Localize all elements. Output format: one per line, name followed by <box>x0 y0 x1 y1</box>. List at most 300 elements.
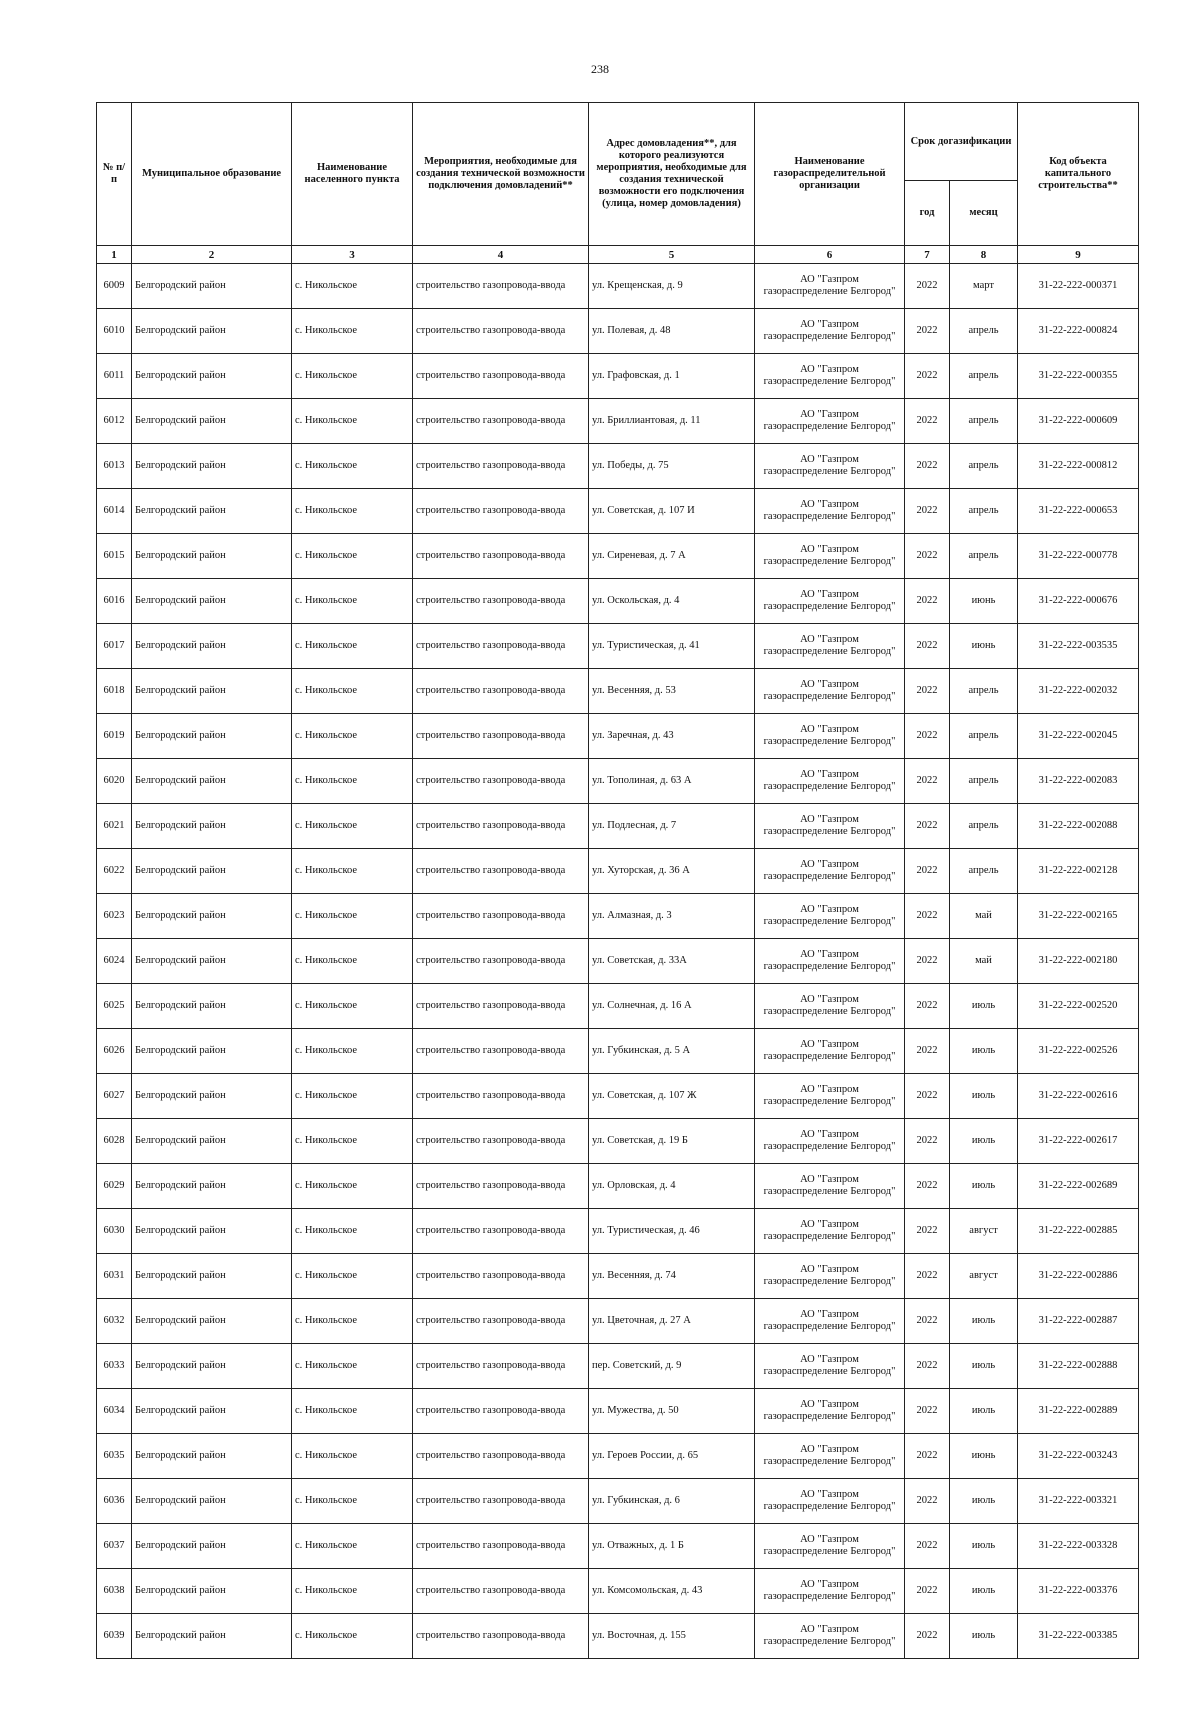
organization-cell <box>755 1209 905 1254</box>
organization-line-1: АО "Газпром <box>800 589 859 600</box>
month-cell: май <box>950 894 1018 939</box>
organization-line-2: газораспределение Белгород" <box>763 826 896 837</box>
month-cell: июнь <box>950 579 1018 624</box>
month-cell: апрель <box>950 669 1018 714</box>
organization-line-1: АО "Газпром <box>800 409 859 420</box>
municipality-cell: Белгородский район <box>132 579 292 624</box>
object-code-cell: 31-22-222-002088 <box>1018 804 1139 849</box>
settlement-cell: с. Никольское <box>292 1614 413 1659</box>
table-row <box>97 534 1139 579</box>
settlement-cell: с. Никольское <box>292 804 413 849</box>
year-cell: 2022 <box>905 489 950 534</box>
column-number: 8 <box>950 246 1018 264</box>
municipality-cell: Белгородский район <box>132 1209 292 1254</box>
measure-cell: строительство газопровода-ввода <box>413 894 589 939</box>
year-cell: 2022 <box>905 894 950 939</box>
column-number: 7 <box>905 246 950 264</box>
header-organization: Наименование газораспределительной организации <box>755 103 905 246</box>
measure-cell: строительство газопровода-ввода <box>413 399 589 444</box>
year-cell: 2022 <box>905 1389 950 1434</box>
organization-cell <box>755 1389 905 1434</box>
settlement-cell: с. Никольское <box>292 1344 413 1389</box>
table-row <box>97 1479 1139 1524</box>
organization-cell <box>755 1074 905 1119</box>
header-address: Адрес домовладения**, для которого реализуются мероприятия, необходимые для создания технической возможности его подключения (улица, номер домовладения) <box>589 103 755 246</box>
year-cell: 2022 <box>905 309 950 354</box>
address-cell: ул. Советская, д. 33А <box>589 939 755 984</box>
table-row <box>97 894 1139 939</box>
organization-cell <box>755 444 905 489</box>
row-number: 6018 <box>97 669 132 714</box>
address-cell: ул. Туристическая, д. 41 <box>589 624 755 669</box>
settlement-cell: с. Никольское <box>292 984 413 1029</box>
address-cell: ул. Советская, д. 107 И <box>589 489 755 534</box>
month-cell: июль <box>950 1344 1018 1389</box>
organization-line-1: АО "Газпром <box>800 904 859 915</box>
settlement-cell: с. Никольское <box>292 1389 413 1434</box>
organization-cell <box>755 1434 905 1479</box>
object-code-cell: 31-22-222-002526 <box>1018 1029 1139 1074</box>
address-cell: ул. Туристическая, д. 46 <box>589 1209 755 1254</box>
measure-cell: строительство газопровода-ввода <box>413 1029 589 1074</box>
year-cell: 2022 <box>905 1614 950 1659</box>
organization-cell <box>755 669 905 714</box>
month-cell: июль <box>950 1614 1018 1659</box>
organization-line-2: газораспределение Белгород" <box>763 556 896 567</box>
month-cell: август <box>950 1254 1018 1299</box>
address-cell: ул. Крещенская, д. 9 <box>589 264 755 309</box>
address-cell: ул. Губкинская, д. 6 <box>589 1479 755 1524</box>
municipality-cell: Белгородский район <box>132 489 292 534</box>
settlement-cell: с. Никольское <box>292 1254 413 1299</box>
settlement-cell: с. Никольское <box>292 309 413 354</box>
table-body <box>97 246 1139 1659</box>
header-num: № п/п <box>97 103 132 246</box>
object-code-cell: 31-22-222-002888 <box>1018 1344 1139 1389</box>
address-cell: ул. Оскольская, д. 4 <box>589 579 755 624</box>
object-code-cell: 31-22-222-002165 <box>1018 894 1139 939</box>
object-code-cell: 31-22-222-003243 <box>1018 1434 1139 1479</box>
settlement-cell: с. Никольское <box>292 939 413 984</box>
address-cell: ул. Алмазная, д. 3 <box>589 894 755 939</box>
row-number: 6017 <box>97 624 132 669</box>
address-cell: ул. Графовская, д. 1 <box>589 354 755 399</box>
measure-cell: строительство газопровода-ввода <box>413 1479 589 1524</box>
organization-line-1: АО "Газпром <box>800 1084 859 1095</box>
municipality-cell: Белгородский район <box>132 354 292 399</box>
settlement-cell: с. Никольское <box>292 849 413 894</box>
table-row <box>97 714 1139 759</box>
organization-cell <box>755 354 905 399</box>
measure-cell: строительство газопровода-ввода <box>413 984 589 1029</box>
object-code-cell: 31-22-222-002128 <box>1018 849 1139 894</box>
month-cell: июль <box>950 1119 1018 1164</box>
column-number: 4 <box>413 246 589 264</box>
organization-line-2: газораспределение Белгород" <box>763 1456 896 1467</box>
table-row <box>97 1029 1139 1074</box>
organization-line-2: газораспределение Белгород" <box>763 1051 896 1062</box>
row-number: 6021 <box>97 804 132 849</box>
measure-cell: строительство газопровода-ввода <box>413 1074 589 1119</box>
municipality-cell: Белгородский район <box>132 804 292 849</box>
organization-line-2: газораспределение Белгород" <box>763 421 896 432</box>
organization-cell <box>755 1569 905 1614</box>
year-cell: 2022 <box>905 1029 950 1074</box>
municipality-cell: Белгородский район <box>132 1434 292 1479</box>
settlement-cell: с. Никольское <box>292 579 413 624</box>
address-cell: ул. Весенняя, д. 53 <box>589 669 755 714</box>
organization-cell <box>755 1029 905 1074</box>
measure-cell: строительство газопровода-ввода <box>413 309 589 354</box>
measure-cell: строительство газопровода-ввода <box>413 804 589 849</box>
year-cell: 2022 <box>905 1119 950 1164</box>
organization-cell <box>755 579 905 624</box>
organization-line-2: газораспределение Белгород" <box>763 1591 896 1602</box>
municipality-cell: Белгородский район <box>132 1389 292 1434</box>
table-row <box>97 1389 1139 1434</box>
measure-cell: строительство газопровода-ввода <box>413 489 589 534</box>
organization-cell <box>755 1164 905 1209</box>
municipality-cell: Белгородский район <box>132 1074 292 1119</box>
header-settlement: Наименование населенного пункта <box>292 103 413 246</box>
organization-line-1: АО "Газпром <box>800 1309 859 1320</box>
municipality-cell: Белгородский район <box>132 399 292 444</box>
organization-line-1: АО "Газпром <box>800 634 859 645</box>
year-cell: 2022 <box>905 399 950 444</box>
month-cell: апрель <box>950 399 1018 444</box>
year-cell: 2022 <box>905 444 950 489</box>
month-cell: июль <box>950 1569 1018 1614</box>
year-cell: 2022 <box>905 1254 950 1299</box>
column-number: 6 <box>755 246 905 264</box>
organization-cell <box>755 1614 905 1659</box>
table-row <box>97 1209 1139 1254</box>
row-number: 6024 <box>97 939 132 984</box>
organization-line-1: АО "Газпром <box>800 1579 859 1590</box>
address-cell: ул. Мужества, д. 50 <box>589 1389 755 1434</box>
municipality-cell: Белгородский район <box>132 894 292 939</box>
organization-line-1: АО "Газпром <box>800 1039 859 1050</box>
organization-line-2: газораспределение Белгород" <box>763 1636 896 1647</box>
table-row <box>97 264 1139 309</box>
measure-cell: строительство газопровода-ввода <box>413 444 589 489</box>
organization-line-1: АО "Газпром <box>800 814 859 825</box>
header-year: год <box>905 181 950 246</box>
settlement-cell: с. Никольское <box>292 1074 413 1119</box>
organization-line-2: газораспределение Белгород" <box>763 1231 896 1242</box>
table-row <box>97 1164 1139 1209</box>
row-number: 6029 <box>97 1164 132 1209</box>
month-cell: июль <box>950 1299 1018 1344</box>
address-cell: ул. Победы, д. 75 <box>589 444 755 489</box>
object-code-cell: 31-22-222-002032 <box>1018 669 1139 714</box>
address-cell: пер. Советский, д. 9 <box>589 1344 755 1389</box>
row-number: 6023 <box>97 894 132 939</box>
settlement-cell: с. Никольское <box>292 1164 413 1209</box>
month-cell: июль <box>950 984 1018 1029</box>
table-row <box>97 444 1139 489</box>
year-cell: 2022 <box>905 579 950 624</box>
month-cell: апрель <box>950 309 1018 354</box>
organization-line-1: АО "Газпром <box>800 1354 859 1365</box>
page-number: 238 <box>591 62 609 76</box>
settlement-cell: с. Никольское <box>292 489 413 534</box>
header-municipality: Муниципальное образование <box>132 103 292 246</box>
table-row <box>97 1569 1139 1614</box>
column-number: 2 <box>132 246 292 264</box>
year-cell: 2022 <box>905 759 950 804</box>
organization-line-1: АО "Газпром <box>800 319 859 330</box>
organization-line-2: газораспределение Белгород" <box>763 286 896 297</box>
settlement-cell: с. Никольское <box>292 1434 413 1479</box>
municipality-cell: Белгородский район <box>132 1029 292 1074</box>
municipality-cell: Белгородский район <box>132 1569 292 1614</box>
measure-cell: строительство газопровода-ввода <box>413 1524 589 1569</box>
organization-line-1: АО "Газпром <box>800 994 859 1005</box>
organization-cell <box>755 1479 905 1524</box>
year-cell: 2022 <box>905 1164 950 1209</box>
organization-cell <box>755 264 905 309</box>
month-cell: август <box>950 1209 1018 1254</box>
table-row <box>97 669 1139 714</box>
settlement-cell: с. Никольское <box>292 399 413 444</box>
organization-cell <box>755 714 905 759</box>
organization-line-1: АО "Газпром <box>800 1444 859 1455</box>
organization-line-2: газораспределение Белгород" <box>763 691 896 702</box>
year-cell: 2022 <box>905 624 950 669</box>
month-cell: июнь <box>950 624 1018 669</box>
measure-cell: строительство газопровода-ввода <box>413 264 589 309</box>
address-cell: ул. Советская, д. 107 Ж <box>589 1074 755 1119</box>
organization-line-1: АО "Газпром <box>800 1624 859 1635</box>
table-row <box>97 1434 1139 1479</box>
month-cell: июль <box>950 1164 1018 1209</box>
organization-line-1: АО "Газпром <box>800 859 859 870</box>
column-number: 9 <box>1018 246 1139 264</box>
measure-cell: строительство газопровода-ввода <box>413 1569 589 1614</box>
organization-line-1: АО "Газпром <box>800 724 859 735</box>
organization-line-1: АО "Газпром <box>800 274 859 285</box>
organization-line-1: АО "Газпром <box>800 1219 859 1230</box>
column-number: 5 <box>589 246 755 264</box>
municipality-cell: Белгородский район <box>132 1164 292 1209</box>
header-deadline: Срок догазификации <box>905 103 1018 181</box>
organization-line-2: газораспределение Белгород" <box>763 961 896 972</box>
address-cell: ул. Весенняя, д. 74 <box>589 1254 755 1299</box>
object-code-cell: 31-22-222-000824 <box>1018 309 1139 354</box>
settlement-cell: с. Никольское <box>292 624 413 669</box>
organization-line-2: газораспределение Белгород" <box>763 1366 896 1377</box>
municipality-cell: Белгородский район <box>132 444 292 489</box>
object-code-cell: 31-22-222-003321 <box>1018 1479 1139 1524</box>
row-number: 6009 <box>97 264 132 309</box>
table-row <box>97 1254 1139 1299</box>
municipality-cell: Белгородский район <box>132 624 292 669</box>
address-cell: ул. Тополиная, д. 63 А <box>589 759 755 804</box>
month-cell: апрель <box>950 759 1018 804</box>
measure-cell: строительство газопровода-ввода <box>413 1209 589 1254</box>
organization-cell <box>755 309 905 354</box>
row-number: 6033 <box>97 1344 132 1389</box>
organization-line-2: газораспределение Белгород" <box>763 1141 896 1152</box>
organization-cell <box>755 1299 905 1344</box>
settlement-cell: с. Никольское <box>292 444 413 489</box>
object-code-cell: 31-22-222-002887 <box>1018 1299 1139 1344</box>
table-row <box>97 1524 1139 1569</box>
year-cell: 2022 <box>905 1209 950 1254</box>
row-number: 6035 <box>97 1434 132 1479</box>
object-code-cell: 31-22-222-000812 <box>1018 444 1139 489</box>
row-number: 6039 <box>97 1614 132 1659</box>
organization-cell <box>755 1524 905 1569</box>
object-code-cell: 31-22-222-000653 <box>1018 489 1139 534</box>
year-cell: 2022 <box>905 849 950 894</box>
year-cell: 2022 <box>905 1479 950 1524</box>
organization-line-2: газораспределение Белгород" <box>763 871 896 882</box>
organization-line-2: газораспределение Белгород" <box>763 601 896 612</box>
measure-cell: строительство газопровода-ввода <box>413 849 589 894</box>
organization-line-2: газораспределение Белгород" <box>763 781 896 792</box>
address-cell: ул. Подлесная, д. 7 <box>589 804 755 849</box>
row-number: 6027 <box>97 1074 132 1119</box>
object-code-cell: 31-22-222-003385 <box>1018 1614 1139 1659</box>
address-cell: ул. Отважных, д. 1 Б <box>589 1524 755 1569</box>
year-cell: 2022 <box>905 1524 950 1569</box>
object-code-cell: 31-22-222-000676 <box>1018 579 1139 624</box>
address-cell: ул. Губкинская, д. 5 А <box>589 1029 755 1074</box>
object-code-cell: 31-22-222-003535 <box>1018 624 1139 669</box>
year-cell: 2022 <box>905 804 950 849</box>
year-cell: 2022 <box>905 714 950 759</box>
measure-cell: строительство газопровода-ввода <box>413 1434 589 1479</box>
settlement-cell: с. Никольское <box>292 1119 413 1164</box>
organization-cell <box>755 894 905 939</box>
organization-cell <box>755 534 905 579</box>
measure-cell: строительство газопровода-ввода <box>413 1254 589 1299</box>
month-cell: июль <box>950 1389 1018 1434</box>
organization-cell <box>755 399 905 444</box>
table-row <box>97 354 1139 399</box>
row-number: 6019 <box>97 714 132 759</box>
settlement-cell: с. Никольское <box>292 1029 413 1074</box>
row-number: 6010 <box>97 309 132 354</box>
organization-line-2: газораспределение Белгород" <box>763 1321 896 1332</box>
organization-line-1: АО "Газпром <box>800 949 859 960</box>
table-row <box>97 1299 1139 1344</box>
month-cell: июль <box>950 1479 1018 1524</box>
address-cell: ул. Советская, д. 19 Б <box>589 1119 755 1164</box>
year-cell: 2022 <box>905 534 950 579</box>
year-cell: 2022 <box>905 1299 950 1344</box>
settlement-cell: с. Никольское <box>292 1524 413 1569</box>
organization-cell <box>755 804 905 849</box>
settlement-cell: с. Никольское <box>292 264 413 309</box>
municipality-cell: Белгородский район <box>132 849 292 894</box>
settlement-cell: с. Никольское <box>292 354 413 399</box>
table-row <box>97 309 1139 354</box>
organization-line-2: газораспределение Белгород" <box>763 1006 896 1017</box>
measure-cell: строительство газопровода-ввода <box>413 1164 589 1209</box>
object-code-cell: 31-22-222-000355 <box>1018 354 1139 399</box>
row-number: 6025 <box>97 984 132 1029</box>
address-cell: ул. Бриллиантовая, д. 11 <box>589 399 755 444</box>
municipality-cell: Белгородский район <box>132 1254 292 1299</box>
table-row <box>97 1074 1139 1119</box>
month-cell: апрель <box>950 534 1018 579</box>
settlement-cell: с. Никольское <box>292 714 413 759</box>
table-row <box>97 1614 1139 1659</box>
object-code-cell: 31-22-222-000371 <box>1018 264 1139 309</box>
month-cell: апрель <box>950 804 1018 849</box>
year-cell: 2022 <box>905 939 950 984</box>
year-cell: 2022 <box>905 354 950 399</box>
measure-cell: строительство газопровода-ввода <box>413 1344 589 1389</box>
row-number: 6026 <box>97 1029 132 1074</box>
organization-line-1: АО "Газпром <box>800 1264 859 1275</box>
organization-line-1: АО "Газпром <box>800 769 859 780</box>
column-number: 3 <box>292 246 413 264</box>
object-code-cell: 31-22-222-002616 <box>1018 1074 1139 1119</box>
organization-line-1: АО "Газпром <box>800 544 859 555</box>
row-number: 6016 <box>97 579 132 624</box>
object-code-cell: 31-22-222-003328 <box>1018 1524 1139 1569</box>
column-number: 1 <box>97 246 132 264</box>
address-cell: ул. Хуторская, д. 36 А <box>589 849 755 894</box>
header-month: месяц <box>950 181 1018 246</box>
organization-line-1: АО "Газпром <box>800 1534 859 1545</box>
measure-cell: строительство газопровода-ввода <box>413 1389 589 1434</box>
year-cell: 2022 <box>905 984 950 1029</box>
organization-line-1: АО "Газпром <box>800 1174 859 1185</box>
header-object-code: Код объекта капитального строительства** <box>1018 103 1139 246</box>
municipality-cell: Белгородский район <box>132 1299 292 1344</box>
table-row <box>97 399 1139 444</box>
row-number: 6020 <box>97 759 132 804</box>
organization-line-1: АО "Газпром <box>800 679 859 690</box>
municipality-cell: Белгородский район <box>132 534 292 579</box>
month-cell: апрель <box>950 489 1018 534</box>
organization-line-2: газораспределение Белгород" <box>763 1276 896 1287</box>
table-row <box>97 1344 1139 1389</box>
row-number: 6030 <box>97 1209 132 1254</box>
municipality-cell: Белгородский район <box>132 759 292 804</box>
address-cell: ул. Полевая, д. 48 <box>589 309 755 354</box>
row-number: 6015 <box>97 534 132 579</box>
year-cell: 2022 <box>905 669 950 714</box>
organization-line-2: газораспределение Белгород" <box>763 511 896 522</box>
object-code-cell: 31-22-222-003376 <box>1018 1569 1139 1614</box>
table-row <box>97 849 1139 894</box>
measure-cell: строительство газопровода-ввода <box>413 1119 589 1164</box>
organization-cell <box>755 624 905 669</box>
municipality-cell: Белгородский район <box>132 1119 292 1164</box>
settlement-cell: с. Никольское <box>292 1299 413 1344</box>
municipality-cell: Белгородский район <box>132 984 292 1029</box>
settlement-cell: с. Никольское <box>292 534 413 579</box>
month-cell: март <box>950 264 1018 309</box>
object-code-cell: 31-22-222-002885 <box>1018 1209 1139 1254</box>
row-number: 6022 <box>97 849 132 894</box>
organization-line-2: газораспределение Белгород" <box>763 916 896 927</box>
row-number: 6032 <box>97 1299 132 1344</box>
table-row <box>97 579 1139 624</box>
municipality-cell: Белгородский район <box>132 714 292 759</box>
organization-line-2: газораспределение Белгород" <box>763 1096 896 1107</box>
organization-line-1: АО "Газпром <box>800 454 859 465</box>
organization-cell <box>755 1254 905 1299</box>
organization-line-1: АО "Газпром <box>800 1399 859 1410</box>
organization-line-1: АО "Газпром <box>800 1129 859 1140</box>
